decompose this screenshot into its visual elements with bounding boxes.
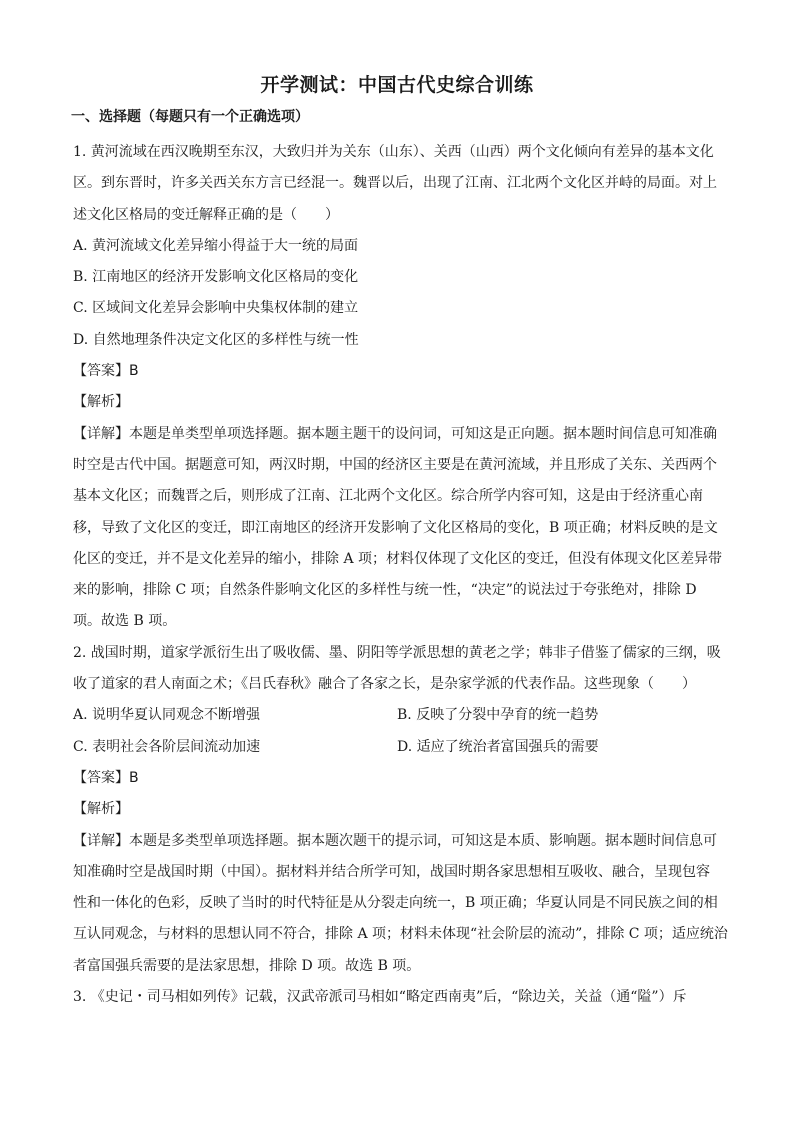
q1-option-d: D. 自然地理条件决定文化区的多样性与统一性	[73, 331, 359, 348]
q3-stem-line-1: 3. 《史记・司马相如列传》记载，汉武帝派司马相如“略定西南夷”后，“除边关，关益（通“隘”）斥	[73, 989, 687, 1006]
q2-option-c: C. 表明社会各阶层间流动加速	[73, 738, 261, 755]
q1-analysis-label: 【解析】	[73, 394, 129, 411]
q1-stem-line-1: 1. 黄河流域在西汉晚期至东汉，大致归并为关东（山东）、关西（山西）两个文化倾向有差异的基本文化	[73, 144, 714, 160]
q2-option-a: A. 说明华夏认同观念不断增强	[73, 707, 261, 724]
q1-detail-line-3: 基本文化区；而魏晋之后，则形成了江南、江北两个文化区。综合所学内容可知，这是由于经济重心南	[73, 488, 703, 505]
q2-option-b: B. 反映了分裂中孕育的统一趋势	[397, 707, 599, 724]
q1-detail-line-2: 时空是古代中国。据题意可知，两汉时期，中国的经济区主要是在黄河流域，并且形成了关东、关西两个	[73, 456, 717, 473]
q2-options-row-1	[73, 700, 723, 731]
question-content	[73, 137, 728, 1013]
q1-stem-line-3: 述文化区格局的变迁解释正确的是（ ）	[73, 206, 339, 223]
q2-answer: 【答案】B	[73, 769, 139, 786]
q1-option-a: A. 黄河流域文化差异缩小得益于大一统的局面	[73, 237, 359, 254]
q2-analysis-label: 【解析】	[73, 801, 129, 818]
q2-options-row-2	[73, 732, 723, 763]
q2-detail-line-1: 【详解】本题是多类型单项选择题。据本题次题干的提示词，可知这是本质、影响题。据本题时间信息可	[73, 832, 717, 849]
q1-option-b: B. 江南地区的经济开发影响文化区格局的变化	[73, 269, 359, 286]
q2-stem-line-2: 收了道家的君人南面之术；《吕氏春秋》融合了各家之长，是杂家学派的代表作品。这些现象（ ）	[73, 676, 696, 693]
q1-detail-line-7: 项。故选 B 项。	[73, 613, 177, 630]
q2-stem-line-1: 2. 战国时期，道家学派衍生出了吸收儒、墨、阴阳等学派思想的黄老之学；韩非子借鉴了儒家的三纲，吸	[73, 644, 721, 661]
q1-stem-line-2: 区。到东晋时，许多关西关东方言已经混一。魏晋以后，出现了江南、江北两个文化区并峙的局面。对上	[73, 175, 717, 192]
q2-detail-line-5: 者富国强兵需要的是法家思想，排除 D 项。故选 B 项。	[73, 957, 421, 974]
q2-detail-line-4: 互认同观念，与材料的思想认同不符合，排除 A 项；材料未体现“社会阶层的流动”，排除 C 项；适应统治	[73, 926, 728, 943]
q2-option-d: D. 适应了统治者富国强兵的需要	[397, 738, 599, 755]
q2-detail-line-2: 知准确时空是战国时期（中国）。据材料并结合所学可知，战国时期各家思想相互吸收、融合，呈现包容	[73, 863, 710, 880]
q1-detail-line-1: 【详解】本题是单类型单项选择题。据本题主题干的设问词，可知这是正向题。据本题时间信息可知准确	[73, 425, 717, 442]
page-title: 开学测试：中国古代史综合训练	[260, 74, 534, 96]
q1-answer: 【答案】B	[73, 363, 139, 380]
q1-detail-line-4: 移，导致了文化区的变迁，即江南地区的经济开发影响了文化区格局的变化，B 项正确；材料反映的是文	[73, 519, 718, 536]
q2-detail-line-3: 性和一体化的色彩，反映了当时的时代特征是从分裂走向统一，B 项正确；华夏认同是不同民族之间的相	[73, 895, 718, 912]
section-heading: 一、选择题（每题只有一个正确选项）	[71, 109, 309, 125]
q1-option-c: C. 区域间文化差异会影响中央集权体制的建立	[73, 300, 359, 317]
q1-detail-line-5: 化区的变迁，并不是文化差异的缩小，排除 A 项；材料仅体现了文化区的变迁，但没有体现文化区差异带	[73, 550, 723, 567]
q1-detail-line-6: 来的影响，排除 C 项；自然条件影响文化区的多样性与统一性，“决定”的说法过于夸张绝对，排除 D	[73, 582, 697, 599]
